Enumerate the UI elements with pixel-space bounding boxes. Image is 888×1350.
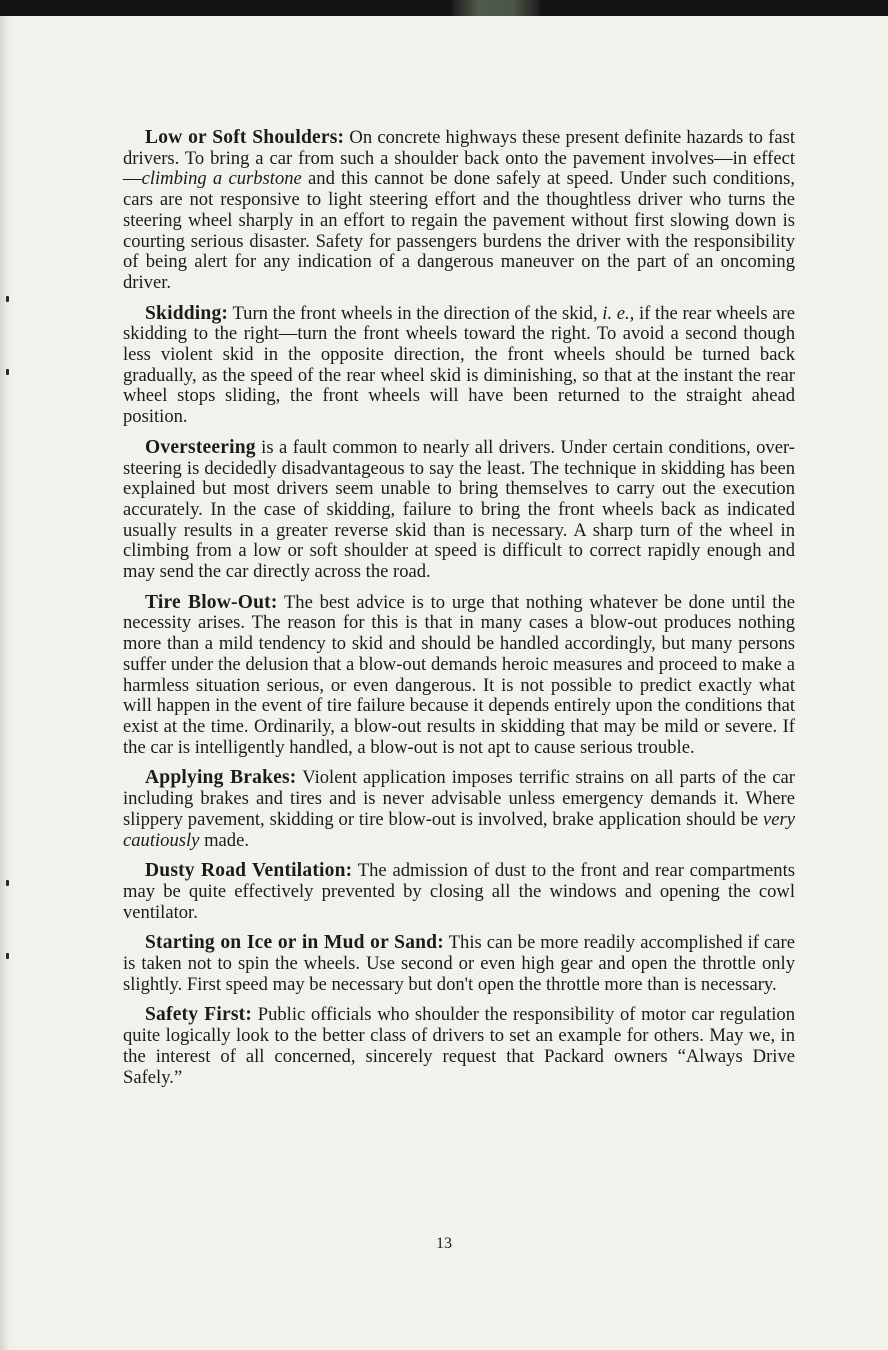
margin-binding-mark	[6, 880, 9, 886]
paragraph-text: is a fault common to nearly all drivers. Under certain conditions, over-steering is decidedly disadvantageous to say the least. The technique in skidding has been explained but most drivers seem unable to bring themselves to carry out the execution accurately. In the case of skidding, failure to bring the front wheels back as indicated usually results in a greater reverse skid than is necessary. A sharp turn of the wheel in climbing from a low or soft shoulder at speed is difficult to correct rapidly enough and may send the car directly across the road.	[123, 436, 795, 583]
paragraph-heading: Tire Blow-Out:	[145, 591, 278, 613]
paragraph-safety-first	[123, 1005, 795, 1088]
paragraph-heading: Safety First:	[145, 1004, 253, 1026]
paragraph-italic-text: climbing a curbstone	[141, 168, 302, 190]
paragraph-heading: Starting on Ice or in Mud or Sand:	[145, 932, 444, 954]
paragraph-text: if the rear wheels are skidding to the right—turn the front wheels toward the right. To avoid a second though less violent skid in the opposite direction, the front wheels should be turned back gradually, as the speed of the rear wheel skid is diminishing, so that at the instant the rear wheel stops sliding, the front wheels will have been returned to the straight ahead position.	[123, 302, 796, 428]
scan-tab-marker	[452, 0, 540, 16]
paragraph-tire-blow-out	[123, 593, 795, 759]
paragraph-text: and this cannot be done safely at speed. Under such conditions, cars are not responsive to light steering effort and the thoughtless driver who turns the steering wheel sharply in an effort to regain the pavement without first slowing down is courting serious disaster. Safety for passengers burdens the driver with the responsibility of being alert for any indication of a dangerous maneuver on the part of an oncoming driver.	[123, 168, 795, 293]
paragraph-text: Violent application imposes terrific strains on all parts of the car including brakes and tires and is never advisable unless emergency demands it. Where slippery pavement, skidding or tire blow-out is involved, brake application should be	[123, 767, 795, 830]
paragraph-heading: Skidding:	[145, 302, 229, 324]
paragraph-dusty-road-ventilation	[123, 861, 795, 923]
paragraph-italic-text: i. e.,	[602, 302, 635, 324]
page-body	[123, 128, 795, 1098]
paragraph-text: This can be more readily accomplished if care is taken not to spin the wheels. Use second or even high gear and open the throttle only slightly. First speed may be necessary but don't open the throttle more than is necessary.	[123, 932, 795, 995]
paragraph-text: The admission of dust to the front and rear compartments may be quite effectively prevented by closing all the windows and opening the cowl ventilator.	[123, 860, 795, 923]
paragraph-italic-text: very cautiously	[123, 808, 795, 851]
paragraph-text: made.	[199, 829, 249, 851]
page-gutter-shadow	[0, 16, 10, 1350]
paragraph-text: Turn the front wheels in the direction of the skid,	[228, 302, 603, 324]
paragraph-text: The best advice is to urge that nothing whatever be done until the necessity arises. The reason for this is that in many cases a blow-out produces nothing more than a mild tendency to skid and should be handled accordingly, but many persons suffer under the delusion that a blow-out demands heroic measures and proceed to make a harmless situation serious, or even dangerous. It is not possible to predict exactly what will happen in the event of tire failure because it depends entirely upon the conditions that exist at the time. Ordinarily, a blow-out results in skidding that may be mild or severe. If the car is intelligently handled, a blow-out is not apt to cause serious trouble.	[123, 591, 795, 758]
paragraph-heading: Low or Soft Shoulders:	[145, 127, 345, 148]
paragraph-applying-brakes	[123, 768, 795, 851]
page-number: 13	[436, 1235, 452, 1252]
paragraph-heading: Oversteering	[145, 436, 256, 458]
margin-binding-mark	[6, 953, 9, 959]
paragraph-low-soft-shoulders	[123, 128, 795, 294]
margin-binding-mark	[6, 296, 9, 302]
paragraph-text: Public officials who shoulder the responsibility of motor car regulation quite logically look to the better class of drivers to set an example for others. May we, in the interest of all concerned, sincerely request that Packard owners “Always Drive Safely.”	[123, 1004, 795, 1088]
scan-top-border	[0, 0, 888, 16]
paragraph-heading: Applying Brakes:	[145, 767, 297, 789]
paragraph-skidding	[123, 304, 795, 428]
paragraph-text: On concrete highways these present definite hazards to fast drivers. To bring a car from such a shoulder back onto the pavement involves—in effect—	[123, 127, 795, 190]
margin-binding-mark	[6, 369, 9, 375]
paragraph-oversteering	[123, 438, 795, 583]
paragraph-heading: Dusty Road Ventilation:	[145, 860, 353, 882]
paragraph-starting-on-ice	[123, 933, 795, 995]
